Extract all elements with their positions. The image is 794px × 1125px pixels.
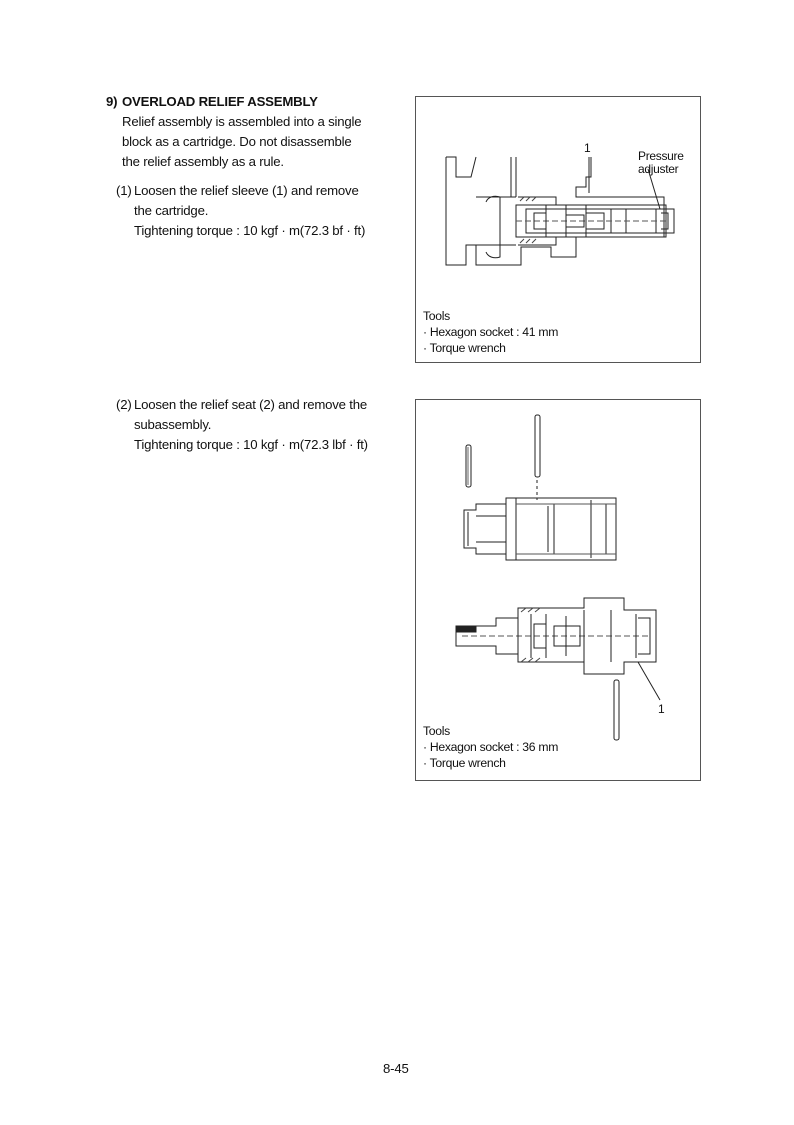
page-number: 8-45 — [383, 1061, 409, 1076]
step-1-number: (1) — [116, 183, 132, 198]
section-number: 9) — [106, 94, 118, 109]
figure-1-callout-pressure-2: adjuster — [638, 162, 679, 176]
figure-2 — [415, 399, 701, 781]
figure-1-callout-part: 1 — [584, 141, 591, 155]
figure-1-tool-1: · Hexagon socket : 41 mm — [423, 325, 559, 339]
intro-line-2: block as a cartridge. Do not disassemble — [122, 134, 352, 149]
figure-1-callout-pressure-1: Pressure — [638, 149, 684, 163]
figure-1-tool-2: · Torque wrench — [423, 341, 506, 355]
relief-subassembly-drawing — [416, 400, 700, 780]
figure-2-tool-1: · Hexagon socket : 36 mm — [423, 740, 559, 754]
intro-line-3: the relief assembly as a rule. — [122, 154, 284, 169]
step-1-line-2: the cartridge. — [134, 203, 209, 218]
figure-2-tools-title: Tools — [423, 724, 450, 738]
section-title: OVERLOAD RELIEF ASSEMBLY — [122, 94, 318, 109]
figure-2-callout-part: 1 — [658, 702, 665, 716]
intro-line-1: Relief assembly is assembled into a single — [122, 114, 362, 129]
relief-cartridge-drawing — [416, 97, 700, 362]
step-1-line-1: Loosen the relief sleeve (1) and remove — [134, 183, 359, 198]
figure-1 — [415, 96, 701, 363]
step-2-number: (2) — [116, 397, 132, 412]
step-2-torque: Tightening torque : 10 kgf · m(72.3 lbf · ft) — [134, 437, 368, 452]
figure-1-tools-title: Tools — [423, 309, 450, 323]
figure-2-tool-2: · Torque wrench — [423, 756, 506, 770]
step-2-line-1: Loosen the relief seat (2) and remove the — [134, 397, 367, 412]
step-2-line-2: subassembly. — [134, 417, 212, 432]
step-1-torque: Tightening torque : 10 kgf · m(72.3 bf · ft) — [134, 223, 366, 238]
